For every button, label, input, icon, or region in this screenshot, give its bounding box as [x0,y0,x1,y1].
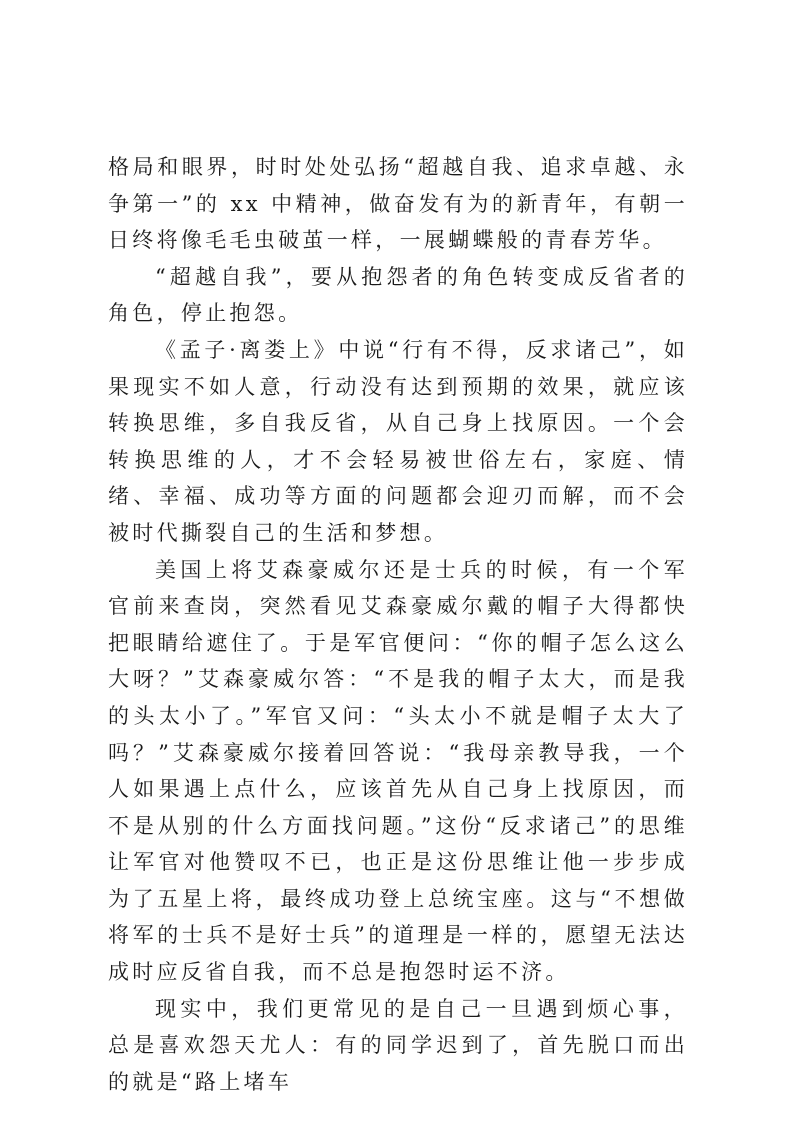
paragraph-5: 现实中，我们更常见的是自己一旦遇到烦心事，总是喜欢怨天尤人：有的同学迟到了，首先脱口而出的就是“路上堵车 [108,996,688,1094]
paragraph-4: 美国上将艾森豪威尔还是士兵的时候，有一个军官前来查岗，突然看见艾森豪威尔戴的帽子大得都快把眼睛给遮住了。于是军官便问：“你的帽子怎么这么大呀？”艾森豪威尔答：“不是我的帽子太大，而是我的头太小了。”军官又问：“头太小不就是帽子太大了吗？”艾森豪威尔接着回答说：“我母亲教导我，一个人如果遇上点什么，应该首先从自己身上找原因，而不是从别的什么方面找问题。”这份“反求诸己”的思维让军官对他赞叹不已，也正是这份思维让他一步步成为了五星上将，最终成功登上总统宝座。这与“不想做将军的士兵不是好士兵”的道理是一样的，愿望无法达成时应反省自我，而不总是抱怨时运不济。 [108,557,688,985]
paragraph-3: 《孟子·离娄上》中说“行有不得，反求诸己”，如果现实不如人意，行动没有达到预期的效果，就应该转换思维，多自我反省，从自己身上找原因。一个会转换思维的人，才不会轻易被世俗左右，家庭、情绪、幸福、成功等方面的问题都会迎刃而解，而不会被时代撕裂自己的生活和梦想。 [108,337,688,545]
document-page [108,149,688,1100]
paragraph-2: “超越自我”，要从抱怨者的角色转变成反省者的角色，停止抱怨。 [108,264,688,326]
paragraph-1: 格局和眼界，时时处处弘扬“超越自我、追求卓越、永争第一”的 xx 中精神，做奋发有为的新青年，有朝一日终将像毛毛虫破茧一样，一展蝴蝶般的青春芳华。 [108,155,688,253]
